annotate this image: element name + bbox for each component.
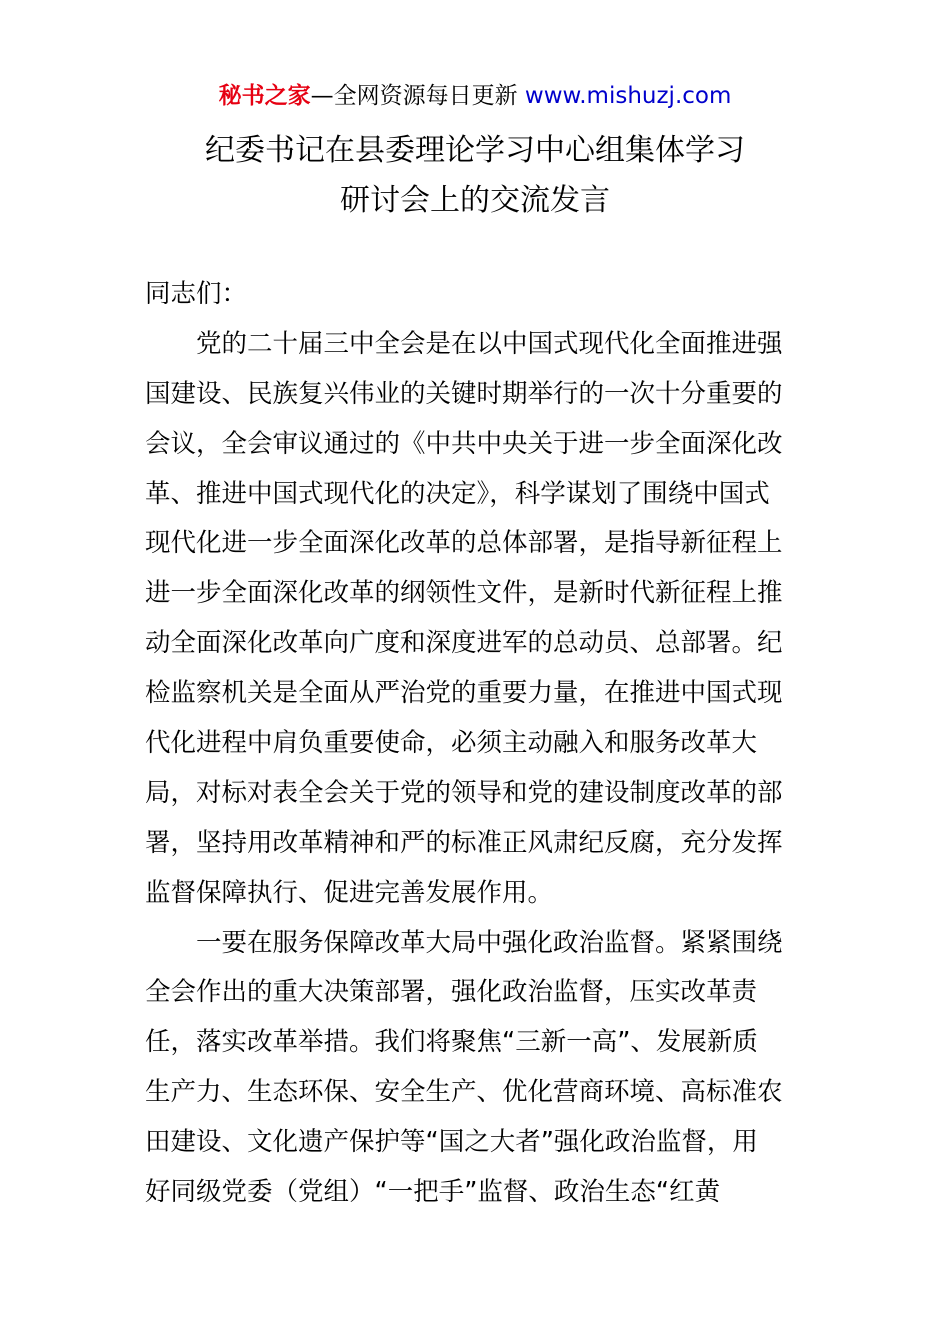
text-line: 现代化进一步全面深化改革的总体部署，是指导新征程上 — [145, 528, 783, 559]
text-line: 动全面深化改革向广度和深度进军的总动员、总部署。纪 — [145, 628, 783, 659]
site-brand: 秘书之家 — [218, 83, 311, 109]
text-line: 革、推进中国式现代化的决定》，科学谋划了围绕中国式 — [145, 478, 770, 509]
site-url[interactable]: www.mishuzj.com — [524, 83, 732, 109]
salutation: 同志们： — [145, 279, 248, 309]
site-header — [0, 80, 950, 112]
text-line: 国建设、民族复兴伟业的关键时期举行的一次十分重要的 — [145, 378, 783, 409]
document-title — [0, 126, 950, 226]
text-line: 署，坚持用改革精神和严的标准正风肃纪反腐，充分发挥 — [145, 827, 783, 858]
text-line: 监督保障执行、促进完善发展作用。 — [145, 877, 554, 908]
text-line: 代化进程中肩负重要使命，必须主动融入和服务改革大 — [145, 728, 758, 759]
document-body — [145, 270, 809, 1218]
text-line: 会议，全会审议通过的《中共中央关于进一步全面深化改 — [145, 428, 783, 459]
title-line-2: 研讨会上的交流发言 — [340, 183, 610, 218]
text-line: 一要在服务保障改革大局中强化政治监督。紧紧围绕 — [145, 927, 783, 958]
text-line: 进一步全面深化改革的纲领性文件，是新时代新征程上推 — [145, 578, 783, 609]
text-line: 任，落实改革举措。我们将聚焦“三新一高”、发展新质 — [145, 1027, 758, 1058]
text-line: 生产力、生态环保、安全生产、优化营商环境、高标准农 — [145, 1077, 783, 1108]
text-line: 检监察机关是全面从严治党的重要力量，在推进中国式现 — [145, 678, 783, 709]
text-line: 局，对标对表全会关于党的领导和党的建设制度改革的部 — [145, 777, 783, 808]
title-line-1: 纪委书记在县委理论学习中心组集体学习 — [205, 133, 745, 168]
site-tagline: —全网资源每日更新 — [310, 83, 525, 109]
text-line: 全会作出的重大决策部署，强化政治监督，压实改革责 — [145, 977, 758, 1008]
text-line: 好同级党委（党组）“一把手”监督、政治生态“红黄 — [145, 1177, 721, 1208]
text-line: 党的二十届三中全会是在以中国式现代化全面推进强 — [145, 328, 783, 359]
text-line: 田建设、文化遗产保护等“国之大者”强化政治监督，用 — [145, 1127, 758, 1158]
